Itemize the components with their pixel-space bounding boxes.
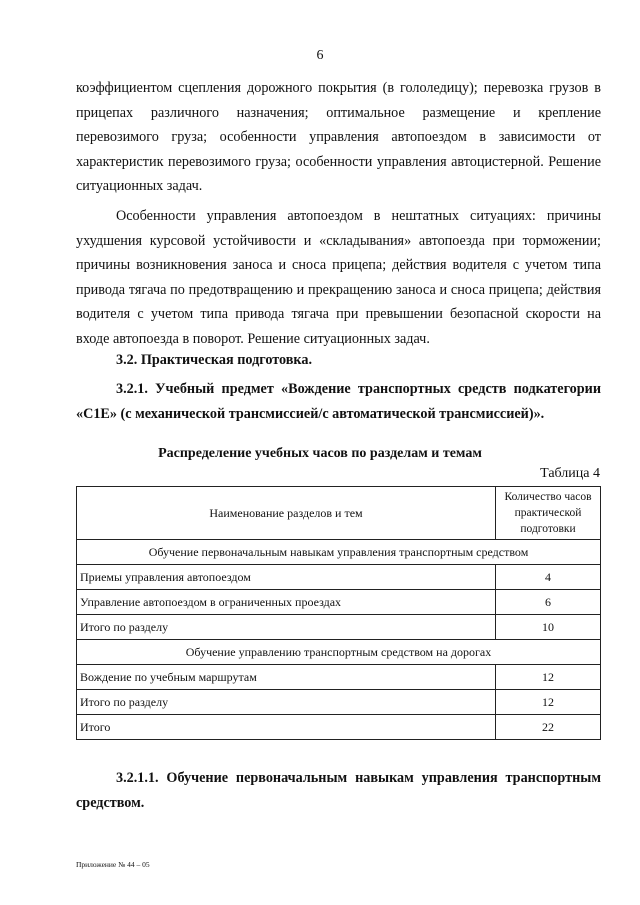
section-title: Обучение управлению транспортным средством на дорогах — [77, 640, 601, 665]
section-row — [77, 640, 601, 665]
paragraph-2: Особенности управления автопоездом в нештатных ситуациях: причины ухудшения курсовой устойчивости и «складывания» автопоезда при торможении; причины возникновения заноса и сноса прицепа; действия водителя с учетом типа привода тягача по предотвращению и прекращению заноса и сноса прицепа; действия водителя с учетом типа привода тягача при превышении безопасной скорости на входе автопоезда в поворот. Решение ситуационных задач. — [76, 208, 601, 347]
footer-note: Приложение № 44 – 05 — [76, 860, 150, 869]
heading-3-2-1: 3.2.1. Учебный предмет «Вождение транспортных средств подкатегории «C1E» (с механической трансмиссией/с автоматической трансмиссией)». — [76, 381, 601, 422]
table-header-row — [77, 487, 601, 540]
row-hours: 12 — [496, 665, 601, 690]
row-name: Итого по разделу — [77, 690, 496, 715]
table-row — [77, 690, 601, 715]
row-name: Управление автопоездом в ограниченных проездах — [77, 590, 496, 615]
table-row — [77, 590, 601, 615]
heading-3-2-1-1: 3.2.1.1. Обучение первоначальным навыкам управления транспортным средством. — [76, 770, 601, 811]
table-row — [77, 565, 601, 590]
row-name: Итого — [77, 715, 496, 740]
row-hours: 12 — [496, 690, 601, 715]
heading-3-2: 3.2. Практическая подготовка. — [116, 352, 313, 368]
table-caption: Распределение учебных часов по разделам и темам — [158, 446, 482, 461]
section-title: Обучение первоначальным навыкам управления транспортным средством — [77, 540, 601, 565]
table-row-total — [77, 715, 601, 740]
row-name: Приемы управления автопоездом — [77, 565, 496, 590]
table-row — [77, 615, 601, 640]
row-hours: 10 — [496, 615, 601, 640]
page-number: 6 — [316, 48, 324, 63]
row-name: Вождение по учебным маршрутам — [77, 665, 496, 690]
header-hours: Количество часов практической подготовки — [496, 487, 601, 540]
header-topics: Наименование разделов и тем — [77, 487, 496, 540]
table-row — [77, 665, 601, 690]
row-hours: 6 — [496, 590, 601, 615]
row-hours: 4 — [496, 565, 601, 590]
row-hours: 22 — [496, 715, 601, 740]
paragraph-1: коэффициентом сцепления дорожного покрытия (в гололедицу); перевозка грузов в прицепах различного назначения; оптимальное размещение и крепление перевозимого груза; особенности управления автопоездом в зависимости от характеристик перевозимого груза; особенности управления автоцистерной. Решение ситуационных задач. — [76, 80, 601, 194]
table-label: Таблица 4 — [540, 466, 600, 481]
hours-table — [76, 486, 601, 740]
section-row — [77, 540, 601, 565]
row-name: Итого по разделу — [77, 615, 496, 640]
